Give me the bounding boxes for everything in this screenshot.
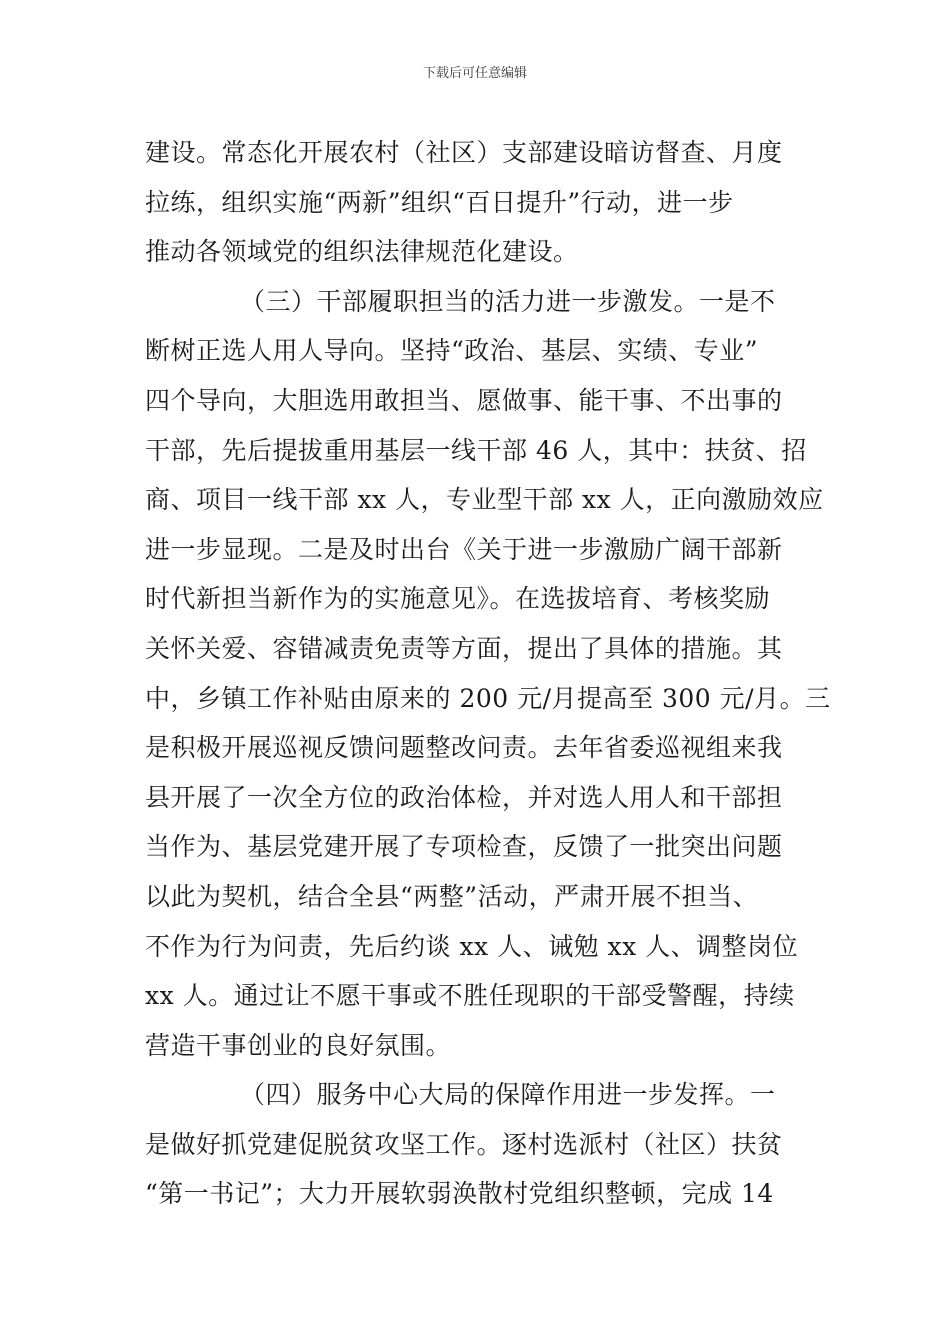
body-line: 商、项目一线干部 xx 人，专业型干部 xx 人，正向激励效应 <box>145 485 824 515</box>
body-line: 当作为、基层党建开展了专项检查，反馈了一批突出问题 <box>145 832 783 862</box>
body-line: 不作为行为问责，先后约谈 xx 人、诫勉 xx 人、调整岗位 <box>145 931 799 961</box>
body-line: 干部，先后提拔重用基层一线干部 46 人，其中：扶贫、招 <box>145 435 807 465</box>
body-line: xx 人。通过让不愿干事或不胜任现职的干部受警醒，持续 <box>145 981 795 1011</box>
body-line: 推动各领域党的组织法律规范化建设。 <box>145 237 579 267</box>
body-line: 营造干事创业的良好氛围。 <box>145 1030 452 1060</box>
page-header: 下载后可任意编辑 <box>422 66 527 81</box>
document-body <box>145 128 831 1219</box>
body-line: 四个导向，大胆选用敢担当、愿做事、能干事、不出事的 <box>145 385 783 415</box>
body-line: 时代新担当新作为的实施意见》。在选拔培育、考核奖励 <box>145 584 771 614</box>
section-heading-line: （四）服务中心大局的保障作用进一步发挥。一 <box>240 1080 776 1110</box>
body-line: “第一书记”；大力开展软弱涣散村党组织整顿，完成 14 <box>145 1179 774 1209</box>
body-line: 拉练，组织实施“两新”组织“百日提升”行动，进一步 <box>145 187 734 217</box>
body-line: 县开展了一次全方位的政治体检，并对选人用人和干部担 <box>145 782 783 812</box>
body-line: 是积极开展巡视反馈问题整改问责。去年省委巡视组来我 <box>145 733 783 763</box>
body-line: 建设。常态化开展农村（社区）支部建设暗访督查、月度 <box>145 138 783 167</box>
body-line: 以此为契机，结合全县“两整”活动，严肃开展不担当、 <box>145 881 759 911</box>
body-line: 是做好抓党建促脱贫攻坚工作。逐村选派村（社区）扶贫 <box>145 1129 783 1159</box>
body-line: 断树正选人用人导向。坚持“政治、基层、实绩、专业” <box>145 336 759 366</box>
body-line: 中，乡镇工作补贴由原来的 200 元/月提高至 300 元/月。三 <box>145 683 831 713</box>
section-heading-line: （三）干部履职担当的活力进一步激发。一是不 <box>240 286 776 316</box>
body-line: 关怀关爱、容错减责免责等方面，提出了具体的措施。其 <box>145 633 783 663</box>
body-line: 进一步显现。二是及时出台《关于进一步激励广阔干部新 <box>145 534 783 564</box>
